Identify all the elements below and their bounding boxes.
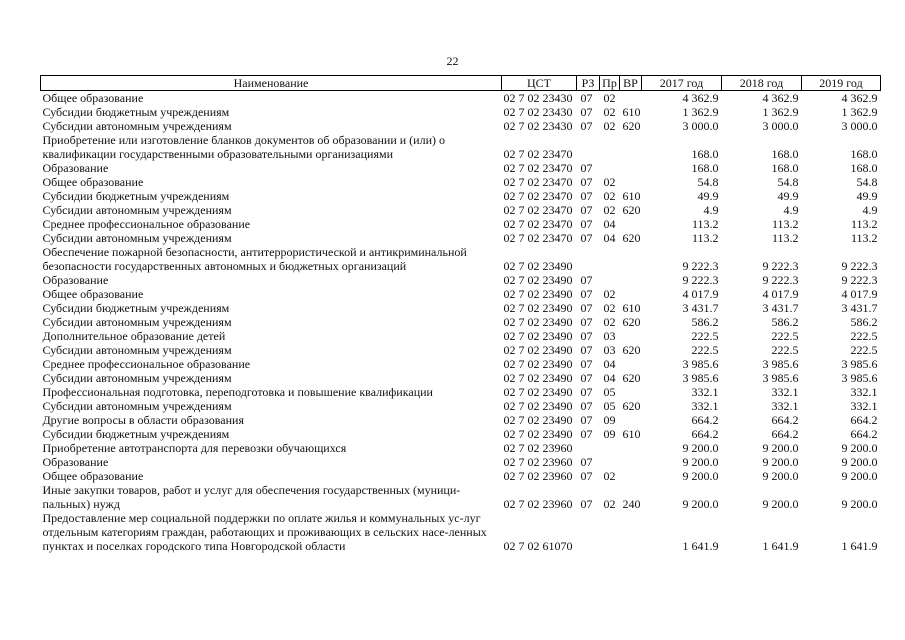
- cell-2019: 168.0: [850, 147, 878, 161]
- cell-name: Субсидии бюджетным учреждениям: [42, 105, 230, 119]
- cell-2017: 1 641.9: [682, 539, 719, 553]
- cell-csr: 02 7 02 23490: [503, 413, 573, 427]
- cell-pr: 03: [603, 343, 616, 357]
- table-row: [41, 329, 881, 343]
- header-vr: ВР: [620, 76, 642, 91]
- cell-2019: 168.0: [850, 161, 878, 175]
- table-row: [41, 343, 881, 357]
- cell-csr: 02 7 02 23430: [503, 105, 573, 119]
- cell-pr: 04: [603, 357, 616, 371]
- header-rz: РЗ: [577, 76, 600, 91]
- cell-rz: 07: [580, 385, 593, 399]
- cell-name: Субсидии автономным учреждениям: [42, 119, 232, 133]
- cell-name: Образование: [42, 273, 109, 287]
- table-row: [41, 133, 881, 161]
- cell-2019: 9 200.0: [841, 455, 878, 469]
- cell-2019: 113.2: [850, 217, 878, 231]
- table-row: [41, 413, 881, 427]
- cell-vr: 620: [622, 315, 641, 329]
- cell-rz: 07: [580, 357, 593, 371]
- cell-2017: 9 200.0: [682, 441, 719, 455]
- header-2019: 2019 год: [802, 76, 881, 91]
- cell-name: Субсидии бюджетным учреждениям: [42, 427, 230, 441]
- cell-2019: 332.1: [850, 399, 878, 413]
- header-csr: ЦСТ: [502, 76, 577, 91]
- cell-2018: 9 200.0: [762, 441, 799, 455]
- cell-name: Предоставление мер социальной поддержки по оплате жилья и коммунальных ус-луг отдельным категориям граждан, работающих и проживающих в сельских насе-ленных пунктах и поселках городского типа Новгородской области: [42, 511, 487, 553]
- cell-rz: 07: [580, 189, 593, 203]
- cell-2017: 586.2: [691, 315, 719, 329]
- cell-2017: 3 431.7: [682, 301, 719, 315]
- cell-csr: 02 7 02 23490: [503, 357, 573, 371]
- cell-2019: 3 985.6: [841, 371, 878, 385]
- cell-name: Общее образование: [42, 175, 144, 189]
- cell-pr: [600, 161, 620, 175]
- cell-pr: 02: [603, 315, 616, 329]
- table-row: [41, 287, 881, 301]
- cell-pr: 04: [603, 371, 616, 385]
- cell-csr: 02 7 02 23470: [503, 189, 573, 203]
- cell-pr: 02: [603, 469, 616, 483]
- cell-2019: 222.5: [850, 343, 878, 357]
- cell-pr: 02: [603, 91, 616, 105]
- cell-2018: 9 200.0: [762, 469, 799, 483]
- cell-2018: 222.5: [771, 343, 799, 357]
- cell-2018: 54.8: [777, 175, 799, 189]
- cell-vr: 610: [622, 105, 641, 119]
- cell-2019: 9 200.0: [841, 497, 878, 511]
- cell-2019: 113.2: [850, 231, 878, 245]
- cell-2017: 3 985.6: [682, 371, 719, 385]
- cell-2017: 332.1: [691, 385, 719, 399]
- cell-rz: 07: [580, 427, 593, 441]
- cell-vr: [620, 413, 642, 427]
- cell-2017: 54.8: [697, 175, 719, 189]
- table-row: [41, 399, 881, 413]
- cell-pr: 03: [603, 329, 616, 343]
- cell-name: Среднее профессиональное образование: [42, 357, 251, 371]
- cell-csr: 02 7 02 23490: [503, 427, 573, 441]
- cell-rz: 07: [580, 497, 593, 511]
- cell-csr: 02 7 02 23430: [503, 91, 573, 105]
- table-row: [41, 455, 881, 469]
- cell-2018: 1 362.9: [762, 105, 799, 119]
- cell-csr: 02 7 02 23470: [503, 203, 573, 217]
- cell-name: Общее образование: [42, 469, 144, 483]
- cell-vr: [620, 469, 642, 483]
- cell-2017: 3 000.0: [682, 119, 719, 133]
- cell-2017: 332.1: [691, 399, 719, 413]
- cell-vr: [620, 357, 642, 371]
- table-row: [41, 357, 881, 371]
- cell-name: Субсидии автономным учреждениям: [42, 399, 232, 413]
- cell-vr: [620, 511, 642, 553]
- header-2018: 2018 год: [722, 76, 802, 91]
- table-row: [41, 245, 881, 273]
- cell-2018: 332.1: [771, 385, 799, 399]
- cell-vr: [620, 133, 642, 161]
- cell-2017: 113.2: [691, 231, 719, 245]
- cell-2017: 9 222.3: [682, 259, 719, 273]
- cell-name: Дополнительное образование детей: [42, 329, 226, 343]
- cell-2019: 1 641.9: [841, 539, 878, 553]
- cell-2018: 168.0: [771, 147, 799, 161]
- cell-2019: 49.9: [856, 189, 878, 203]
- cell-rz: 07: [580, 217, 593, 231]
- table-header: [41, 76, 881, 91]
- cell-csr: 02 7 02 23490: [503, 301, 573, 315]
- cell-2019: 9 222.3: [841, 259, 878, 273]
- cell-name: Субсидии бюджетным учреждениям: [42, 189, 230, 203]
- table-row: [41, 189, 881, 203]
- cell-rz: 07: [580, 273, 593, 287]
- cell-2018: 9 200.0: [762, 497, 799, 511]
- cell-2018: 222.5: [771, 329, 799, 343]
- table-row: [41, 273, 881, 287]
- cell-name: Иные закупки товаров, работ и услуг для обеспечения государственных (муници-пальных) нужд: [42, 483, 461, 511]
- cell-2017: 3 985.6: [682, 357, 719, 371]
- cell-2019: 9 200.0: [841, 441, 878, 455]
- cell-2018: 9 222.3: [762, 259, 799, 273]
- cell-vr: 620: [622, 399, 641, 413]
- cell-2019: 3 431.7: [841, 301, 878, 315]
- cell-2017: 664.2: [691, 413, 719, 427]
- cell-pr: [600, 511, 620, 553]
- cell-2019: 3 000.0: [841, 119, 878, 133]
- cell-rz: 07: [580, 105, 593, 119]
- cell-csr: 02 7 02 23490: [503, 329, 573, 343]
- cell-2019: 332.1: [850, 385, 878, 399]
- cell-2019: 4 362.9: [841, 91, 878, 105]
- table-row: [41, 483, 881, 511]
- cell-2018: 168.0: [771, 161, 799, 175]
- cell-2018: 586.2: [771, 315, 799, 329]
- cell-pr: [600, 441, 620, 455]
- table-row: [41, 469, 881, 483]
- cell-2017: 9 200.0: [682, 469, 719, 483]
- cell-rz: [577, 441, 600, 455]
- cell-csr: 02 7 02 23490: [503, 371, 573, 385]
- cell-rz: 07: [580, 231, 593, 245]
- cell-name: Другие вопросы в области образования: [42, 413, 244, 427]
- cell-csr: 02 7 02 23960: [503, 497, 573, 511]
- cell-name: Субсидии автономным учреждениям: [42, 315, 232, 329]
- cell-vr: 240: [622, 497, 641, 511]
- cell-2017: 1 362.9: [682, 105, 719, 119]
- cell-2018: 1 641.9: [762, 539, 799, 553]
- table-row: [41, 511, 881, 553]
- cell-rz: 07: [580, 413, 593, 427]
- cell-pr: 02: [603, 287, 616, 301]
- cell-2017: 168.0: [691, 147, 719, 161]
- cell-name: Обеспечение пожарной безопасности, антитеррористической и антикриминальной безопасности государственных автономных и бюджетных организаций: [42, 245, 467, 273]
- cell-2019: 1 362.9: [841, 105, 878, 119]
- cell-csr: 02 7 02 23490: [503, 385, 573, 399]
- table-row: [41, 315, 881, 329]
- cell-pr: 02: [603, 105, 616, 119]
- cell-name: Образование: [42, 161, 109, 175]
- cell-pr: [600, 245, 620, 273]
- table-row: [41, 119, 881, 133]
- cell-pr: 02: [603, 189, 616, 203]
- cell-2017: 4 017.9: [682, 287, 719, 301]
- table-row: [41, 441, 881, 455]
- cell-2018: 49.9: [777, 189, 799, 203]
- cell-name: Субсидии автономным учреждениям: [42, 203, 232, 217]
- cell-2017: 9 200.0: [682, 497, 719, 511]
- cell-csr: 02 7 02 23470: [503, 231, 573, 245]
- table-row: [41, 175, 881, 189]
- cell-rz: 07: [580, 343, 593, 357]
- cell-2017: 9 200.0: [682, 455, 719, 469]
- cell-name: Профессиональная подготовка, переподготовка и повышение квалификации: [42, 385, 433, 399]
- cell-name: Образование: [42, 455, 109, 469]
- cell-2017: 113.2: [691, 217, 719, 231]
- page-number: 22: [446, 54, 459, 68]
- cell-rz: 07: [580, 371, 593, 385]
- cell-vr: [620, 91, 642, 106]
- cell-2017: 49.9: [697, 189, 719, 203]
- cell-2019: 9 222.3: [841, 273, 878, 287]
- cell-2019: 3 985.6: [841, 357, 878, 371]
- cell-pr: 04: [603, 217, 616, 231]
- cell-rz: [577, 511, 600, 553]
- cell-csr: 02 7 02 23960: [503, 455, 573, 469]
- cell-vr: 620: [622, 203, 641, 217]
- cell-name: Приобретение или изготовление бланков документов об образовании и (или) о квалификации государственными образовательными организациями: [42, 133, 445, 161]
- cell-vr: [620, 441, 642, 455]
- header-2017: 2017 год: [642, 76, 722, 91]
- cell-rz: [577, 245, 600, 273]
- cell-vr: 620: [622, 231, 641, 245]
- cell-csr: 02 7 02 23490: [503, 399, 573, 413]
- cell-rz: 07: [580, 329, 593, 343]
- cell-2017: 4 362.9: [682, 91, 719, 105]
- table-row: [41, 161, 881, 175]
- cell-2018: 3 985.6: [762, 371, 799, 385]
- table-body: [41, 91, 881, 554]
- cell-rz: [577, 133, 600, 161]
- cell-csr: 02 7 02 23470: [503, 175, 573, 189]
- cell-name: Субсидии автономным учреждениям: [42, 343, 232, 357]
- cell-rz: 07: [580, 399, 593, 413]
- cell-name: Среднее профессиональное образование: [42, 217, 251, 231]
- cell-2019: 222.5: [850, 329, 878, 343]
- cell-2018: 4 017.9: [762, 287, 799, 301]
- cell-2017: 222.5: [691, 343, 719, 357]
- cell-csr: 02 7 02 23430: [503, 119, 573, 133]
- cell-pr: 04: [603, 231, 616, 245]
- cell-2017: 222.5: [691, 329, 719, 343]
- cell-2019: 664.2: [850, 413, 878, 427]
- cell-2019: 4 017.9: [841, 287, 878, 301]
- cell-name: Приобретение автотранспорта для перевозки обучающихся: [42, 441, 347, 455]
- cell-csr: 02 7 02 61070: [503, 539, 573, 553]
- cell-vr: [620, 273, 642, 287]
- cell-pr: [600, 273, 620, 287]
- cell-2018: 332.1: [771, 399, 799, 413]
- cell-2017: 4.9: [703, 203, 719, 217]
- cell-rz: 07: [580, 469, 593, 483]
- cell-rz: 07: [580, 161, 593, 175]
- cell-pr: 02: [603, 203, 616, 217]
- cell-vr: [620, 455, 642, 469]
- cell-2019: 4.9: [862, 203, 878, 217]
- cell-2017: 168.0: [691, 161, 719, 175]
- cell-vr: 620: [622, 343, 641, 357]
- cell-csr: 02 7 02 23960: [503, 441, 573, 455]
- cell-name: Общее образование: [42, 91, 144, 105]
- cell-rz: 07: [580, 91, 593, 105]
- cell-rz: 07: [580, 203, 593, 217]
- cell-csr: 02 7 02 23490: [503, 273, 573, 287]
- cell-2018: 4.9: [783, 203, 799, 217]
- cell-vr: [620, 217, 642, 231]
- cell-csr: 02 7 02 23960: [503, 469, 573, 483]
- cell-pr: [600, 455, 620, 469]
- cell-vr: [620, 175, 642, 189]
- table-row: [41, 105, 881, 119]
- cell-2018: 9 200.0: [762, 455, 799, 469]
- cell-name: Субсидии бюджетным учреждениям: [42, 301, 230, 315]
- cell-pr: 09: [603, 427, 616, 441]
- cell-2018: 113.2: [771, 217, 799, 231]
- cell-name: Субсидии автономным учреждениям: [42, 371, 232, 385]
- cell-rz: 07: [580, 287, 593, 301]
- cell-vr: [620, 245, 642, 273]
- cell-2018: 4 362.9: [762, 91, 799, 105]
- cell-2018: 3 000.0: [762, 119, 799, 133]
- cell-2019: 586.2: [850, 315, 878, 329]
- budget-table: [40, 75, 881, 553]
- cell-csr: 02 7 02 23490: [503, 259, 573, 273]
- table-row: [41, 91, 881, 106]
- cell-csr: 02 7 02 23470: [503, 161, 573, 175]
- cell-2018: 3 985.6: [762, 357, 799, 371]
- cell-vr: 610: [622, 427, 641, 441]
- cell-name: Общее образование: [42, 287, 144, 301]
- cell-csr: 02 7 02 23470: [503, 147, 573, 161]
- cell-rz: 07: [580, 301, 593, 315]
- cell-vr: [620, 329, 642, 343]
- cell-csr: 02 7 02 23470: [503, 217, 573, 231]
- table-row: [41, 385, 881, 399]
- cell-pr: 02: [603, 175, 616, 189]
- table-row: [41, 231, 881, 245]
- header-pr: Пр: [600, 76, 620, 91]
- cell-pr: 05: [603, 399, 616, 413]
- cell-vr: 610: [622, 301, 641, 315]
- table-row: [41, 217, 881, 231]
- cell-2018: 113.2: [771, 231, 799, 245]
- cell-csr: 02 7 02 23490: [503, 343, 573, 357]
- cell-rz: 07: [580, 119, 593, 133]
- cell-pr: 05: [603, 385, 616, 399]
- cell-2019: 664.2: [850, 427, 878, 441]
- cell-pr: 02: [603, 497, 616, 511]
- cell-2018: 664.2: [771, 427, 799, 441]
- cell-pr: [600, 133, 620, 161]
- cell-csr: 02 7 02 23490: [503, 287, 573, 301]
- cell-vr: 620: [622, 371, 641, 385]
- cell-rz: 07: [580, 455, 593, 469]
- table-row: [41, 301, 881, 315]
- header-name: Наименование: [41, 76, 502, 91]
- cell-pr: 09: [603, 413, 616, 427]
- table-row: [41, 371, 881, 385]
- cell-2019: 9 200.0: [841, 469, 878, 483]
- cell-2019: 54.8: [856, 175, 878, 189]
- cell-2018: 9 222.3: [762, 273, 799, 287]
- table-row: [41, 203, 881, 217]
- cell-2017: 664.2: [691, 427, 719, 441]
- cell-vr: [620, 287, 642, 301]
- cell-2018: 3 431.7: [762, 301, 799, 315]
- cell-2017: 9 222.3: [682, 273, 719, 287]
- cell-vr: 610: [622, 189, 641, 203]
- cell-2018: 664.2: [771, 413, 799, 427]
- table-row: [41, 427, 881, 441]
- cell-rz: 07: [580, 175, 593, 189]
- cell-pr: 02: [603, 119, 616, 133]
- cell-rz: 07: [580, 315, 593, 329]
- cell-name: Субсидии автономным учреждениям: [42, 231, 232, 245]
- cell-csr: 02 7 02 23490: [503, 315, 573, 329]
- cell-vr: [620, 385, 642, 399]
- cell-vr: 620: [622, 119, 641, 133]
- cell-vr: [620, 161, 642, 175]
- cell-pr: 02: [603, 301, 616, 315]
